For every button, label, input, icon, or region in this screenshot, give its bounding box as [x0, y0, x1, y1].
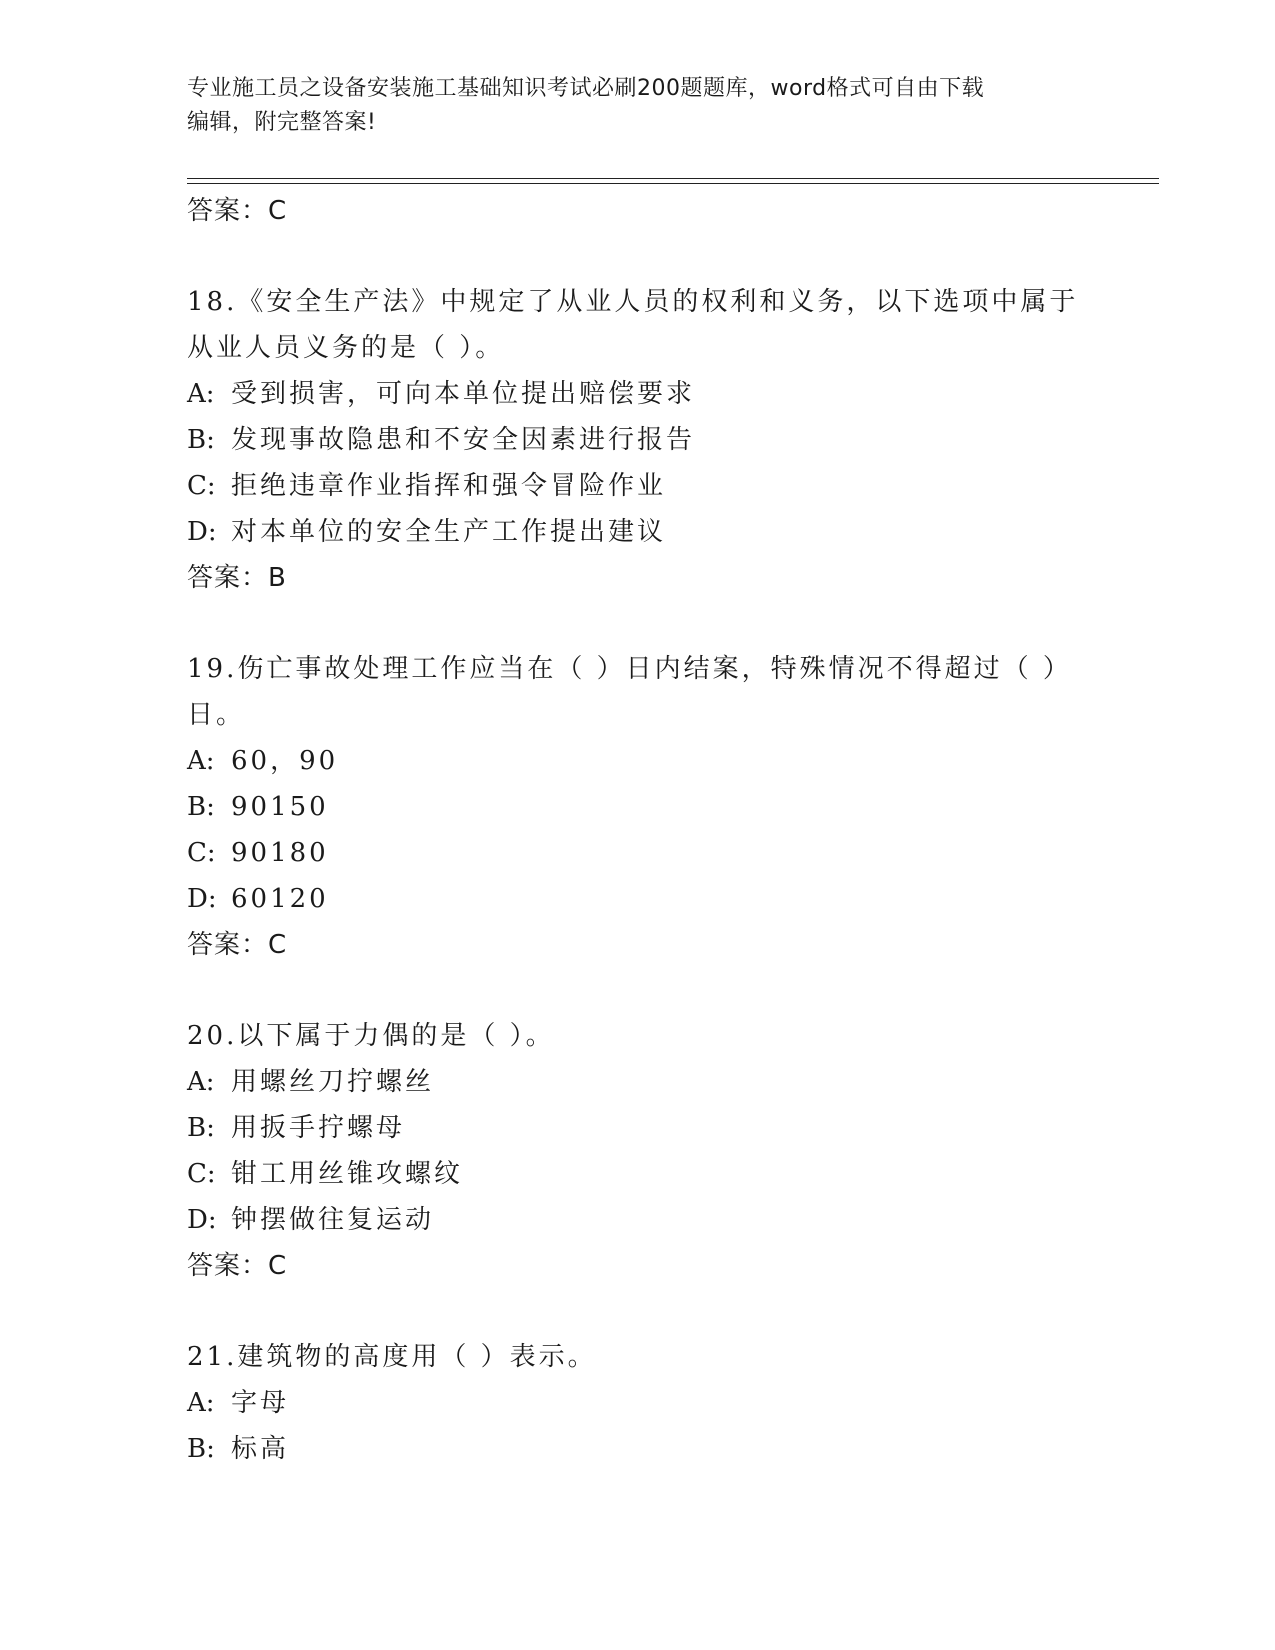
- option-text: 标高: [231, 1434, 290, 1464]
- option-letter: B:: [187, 1113, 215, 1143]
- option-d: [187, 509, 1087, 555]
- header-line-1: 专业施工员之设备安装施工基础知识考试必刷200题题库，word格式可自由下载: [187, 76, 985, 101]
- option-text: 发现事故隐患和不安全因素进行报告: [231, 425, 696, 455]
- option-letter: C:: [187, 471, 216, 501]
- question-text-line: 21.建筑物的高度用（ ）表示。: [187, 1342, 597, 1372]
- option-text: 90180: [231, 838, 329, 868]
- header-divider-top: [187, 178, 1159, 179]
- option-text: 受到损害，可向本单位提出赔偿要求: [231, 379, 696, 409]
- option-text: 钟摆做往复运动: [231, 1205, 435, 1235]
- option-b: [187, 1105, 1087, 1151]
- option-c: [187, 1151, 1087, 1197]
- option-text: 90150: [231, 792, 329, 822]
- option-letter: B:: [187, 1434, 215, 1464]
- option-d: [187, 1197, 1087, 1243]
- header-divider-bottom: [187, 183, 1159, 184]
- option-text: 60，90: [231, 746, 339, 776]
- question-list: [187, 188, 1087, 1472]
- option-text: 字母: [231, 1388, 290, 1418]
- question-text-line: 从业人员义务的是（ ）。: [187, 333, 505, 363]
- option-letter: A:: [187, 1067, 215, 1097]
- header-line-2: 编辑，附完整答案!: [187, 110, 377, 135]
- option-c: [187, 463, 1087, 509]
- spacer: [187, 968, 1087, 1013]
- question-item: [187, 279, 1087, 601]
- option-text: 用螺丝刀拧螺丝: [231, 1067, 435, 1097]
- option-letter: D:: [187, 1205, 217, 1235]
- option-a: [187, 1059, 1087, 1105]
- answer-label: 答案：C: [187, 1251, 288, 1281]
- option-letter: D:: [187, 884, 217, 914]
- option-text: 用扳手拧螺母: [231, 1113, 406, 1143]
- question-item: [187, 1013, 1087, 1289]
- option-d: [187, 876, 1087, 922]
- question-text-line: 日。: [187, 700, 246, 730]
- option-text: 钳工用丝锥攻螺纹: [231, 1159, 464, 1189]
- question-item: [187, 646, 1087, 968]
- option-b: [187, 784, 1087, 830]
- option-b: [187, 1426, 1087, 1472]
- option-letter: A:: [187, 746, 215, 776]
- option-letter: B:: [187, 792, 215, 822]
- option-a: [187, 738, 1087, 784]
- question-text-line: 20.以下属于力偶的是（ ）。: [187, 1021, 555, 1051]
- answer-label: 答案：C: [187, 930, 288, 960]
- option-letter: C:: [187, 838, 216, 868]
- option-b: [187, 417, 1087, 463]
- document-header: [187, 72, 1077, 140]
- option-text: 拒绝违章作业指挥和强令冒险作业: [231, 471, 667, 501]
- spacer: [187, 1289, 1087, 1334]
- option-a: [187, 1380, 1087, 1426]
- answer-label: 答案：C: [187, 196, 288, 226]
- question-item: [187, 1334, 1087, 1472]
- answer-label: 答案：B: [187, 563, 287, 593]
- option-letter: C:: [187, 1159, 216, 1189]
- question-text-line: 19.伤亡事故处理工作应当在（ ）日内结案，特殊情况不得超过（ ）: [187, 654, 1072, 684]
- option-letter: B:: [187, 425, 215, 455]
- option-c: [187, 830, 1087, 876]
- spacer: [187, 234, 1087, 279]
- option-text: 60120: [231, 884, 329, 914]
- option-a: [187, 371, 1087, 417]
- option-letter: D:: [187, 517, 217, 547]
- question-text-line: 18.《安全生产法》中规定了从业人员的权利和义务，以下选项中属于: [187, 287, 1079, 317]
- option-letter: A:: [187, 1388, 215, 1418]
- option-text: 对本单位的安全生产工作提出建议: [231, 517, 667, 547]
- spacer: [187, 601, 1087, 646]
- option-letter: A:: [187, 379, 215, 409]
